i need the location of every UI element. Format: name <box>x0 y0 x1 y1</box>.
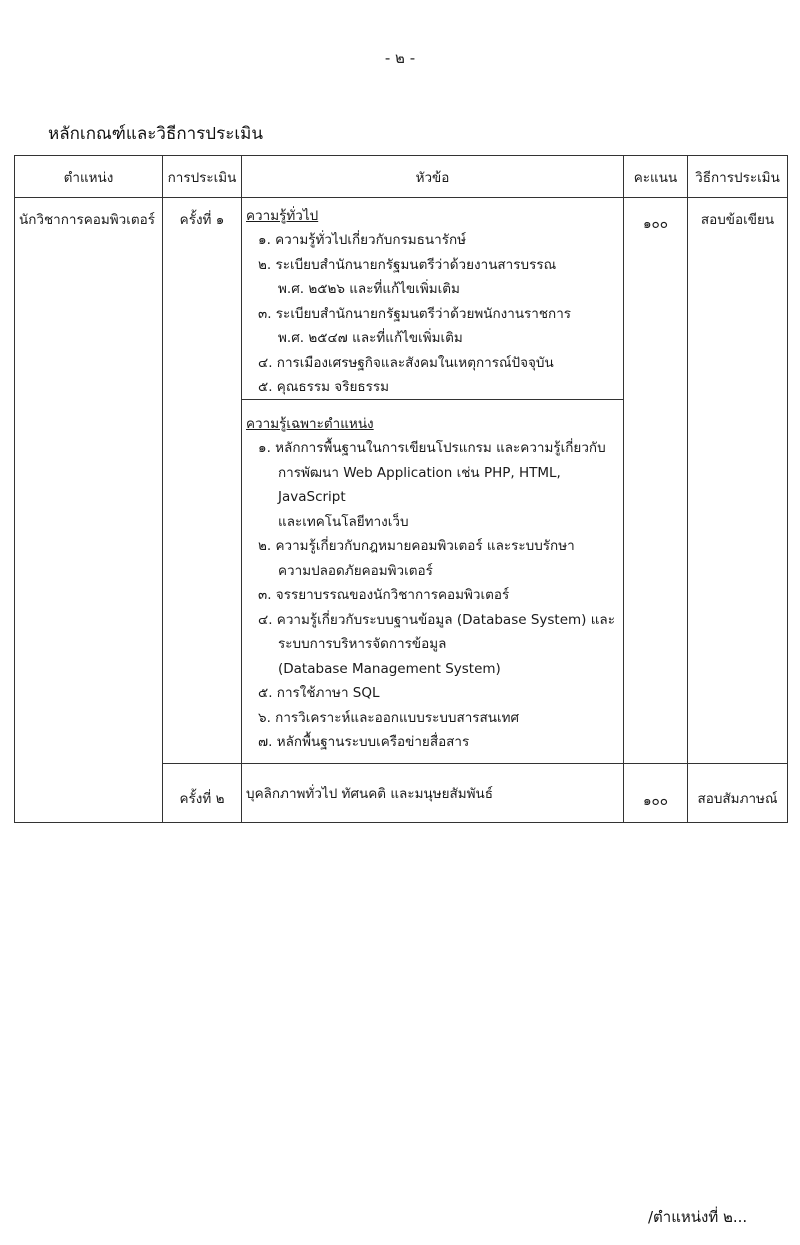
list-item: ๑. ความรู้ทั่วไปเกี่ยวกับกรมธนารักษ์ <box>258 232 467 248</box>
continued-next-page: /ตำแหน่งที่ ๒... <box>648 1208 748 1226</box>
method-cell: สอบข้อเขียน <box>688 198 788 764</box>
method-cell: สอบสัมภาษณ์ <box>688 763 788 822</box>
score-cell: ๑๐๐ <box>624 763 688 822</box>
criteria-table <box>14 155 788 823</box>
header-method: วิธีการประเมิน <box>688 156 788 198</box>
header-score: คะแนน <box>624 156 688 198</box>
round-cell: ครั้งที่ ๑ <box>163 198 242 764</box>
header-position: ตำแหน่ง <box>15 156 163 198</box>
section-heading: ความรู้ทั่วไป <box>246 208 319 224</box>
list-item: ๕. คุณธรรม จริยธรรม <box>258 379 389 395</box>
list-item: ๖. การวิเคราะห์และออกแบบระบบสารสนเทศ <box>258 709 520 726</box>
general-knowledge-section <box>242 198 623 400</box>
table-row-round-1 <box>15 198 788 764</box>
header-topic: หัวข้อ <box>242 156 624 198</box>
position-cell: นักวิชาการคอมพิวเตอร์ <box>15 198 163 823</box>
score-cell: ๑๐๐ <box>624 198 688 764</box>
list-item: ๔. การเมืองเศรษฐกิจและสังคมในเหตุการณ์ปัจจุบัน <box>258 354 554 371</box>
topic-cell <box>242 198 624 764</box>
header-assessment: การประเมิน <box>163 156 242 198</box>
page-number: - ๒ - <box>384 49 416 67</box>
list-item: ๒. ความรู้เกี่ยวกับกฎหมายคอมพิวเตอร์ และระบบรักษา ความปลอดภัยคอมพิวเตอร์ <box>258 538 575 579</box>
list-item: ๑. หลักการพื้นฐานในการเขียนโปรแกรม และความรู้เกี่ยวกับ การพัฒนา Web Application เช่น PHP, HTML, JavaScript และเทคโนโลยีทางเว็บ <box>258 440 606 530</box>
list-item: ๔. ความรู้เกี่ยวกับระบบฐานข้อมูล (Database System) และ ระบบการบริหารจัดการข้อมูล (Database Management System) <box>258 611 615 677</box>
list-item: ๗. หลักพื้นฐานระบบเครือข่ายสื่อสาร <box>258 734 470 750</box>
section-title: หลักเกณฑ์และวิธีการประเมิน <box>48 124 263 144</box>
table-header-row <box>15 156 788 198</box>
list-item: ๕. การใช้ภาษา SQL <box>258 685 380 701</box>
list-item: ๓. ระเบียบสำนักนายกรัฐมนตรีว่าด้วยพนักงานราชการ พ.ศ. ๒๕๔๗ และที่แก้ไขเพิ่มเติม <box>258 305 572 346</box>
topic-cell: บุคลิกภาพทั่วไป ทัศนคติ และมนุษยสัมพันธ์ <box>242 763 624 822</box>
round-cell: ครั้งที่ ๒ <box>163 763 242 822</box>
specific-knowledge-section <box>242 400 623 763</box>
list-item: ๒. ระเบียบสำนักนายกรัฐมนตรีว่าด้วยงานสารบรรณ พ.ศ. ๒๕๒๖ และที่แก้ไขเพิ่มเติม <box>258 256 557 297</box>
list-item: ๓. จรรยาบรรณของนักวิชาการคอมพิวเตอร์ <box>258 587 510 603</box>
section-heading: ความรู้เฉพาะตำแหน่ง <box>246 416 374 432</box>
